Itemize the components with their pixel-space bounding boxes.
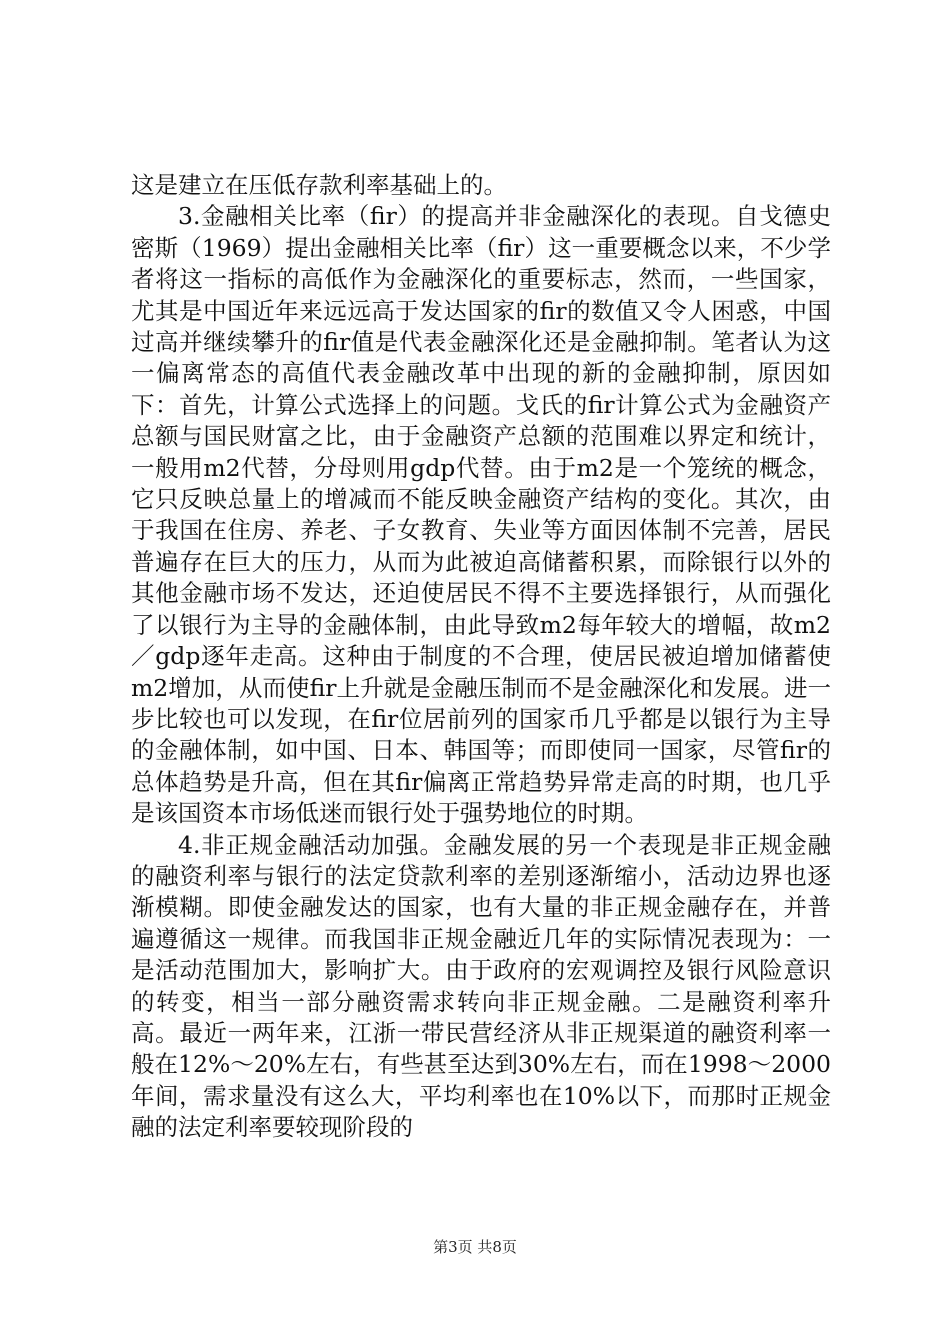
paragraph-informal-finance: 4.非正规金融活动加强。金融发展的另一个表现是非正规金融的融资利率与银行的法定贷款利率的差别逐渐缩小，活动边界也逐渐模糊。即使金融发达的国家，也有大量的非正规金融存在，并普遍遵循这一规律。而我国非正规金融近几年的实际情况表现为：一是活动范围加大，影响扩大。由于政府的宏观调控及银行风险意识的转变，相当一部分融资需求转向非正规金融。二是融资利率升高。最近一两年来，江浙一带民营经济从非正规渠道的融资利率一般在12%～20%左右，有些甚至达到30%左右，而在1998～2000年间，需求量没有这么大，平均利率也在10%以下，而那时正规金融的法定利率要较现阶段的 xyxy=(131,830,831,1142)
paragraph-fir-ratio: 3.金融相关比率（fir）的提高并非金融深化的表现。自戈德史密斯（1969）提出金融相关比率（fir）这一重要概念以来，不少学者将这一指标的高低作为金融深化的重要标志，然而，一些国家，尤其是中国近年来远远高于发达国家的fir的数值又令人困惑，中国过高并继续攀升的fir值是代表金融深化还是金融抑制。笔者认为这一偏离常态的高值代表金融改革中出现的新的金融抑制，原因如下：首先，计算公式选择上的问题。戈氏的fir计算公式为金融资产总额与国民财富之比，由于金融资产总额的范围难以界定和统计，一般用m2代替，分母则用gdp代替。由于m2是一个笼统的概念，它只反映总量上的增减而不能反映金融资产结构的变化。其次，由于我国在住房、养老、子女教育、失业等方面因体制不完善，居民普遍存在巨大的压力，从而为此被迫高储蓄积累，而除银行以外的其他金融市场不发达，还迫使居民不得不主要选择银行，从而强化了以银行为主导的金融体制，由此导致m2每年较大的增幅，故m2／gdp逐年走高。这种由于制度的不合理，使居民被迫增加储蓄使m2增加，从而使fir上升就是金融压制而不是金融深化和发展。进一步比较也可以发现，在fir位居前列的国家币几乎都是以银行为主导的金融体制，如中国、日本、韩国等；而即使同一国家，尽管fir的总体趋势是升高，但在其fir偏离正常趋势异常走高的时期，也几乎是该国资本市场低迷而银行处于强势地位的时期。 xyxy=(131,202,831,828)
document-body xyxy=(131,170,831,1144)
paragraph-continuation: 这是建立在压低存款利率基础上的。 xyxy=(131,171,507,199)
page-number-footer: 第3页 共8页 xyxy=(433,1238,517,1256)
